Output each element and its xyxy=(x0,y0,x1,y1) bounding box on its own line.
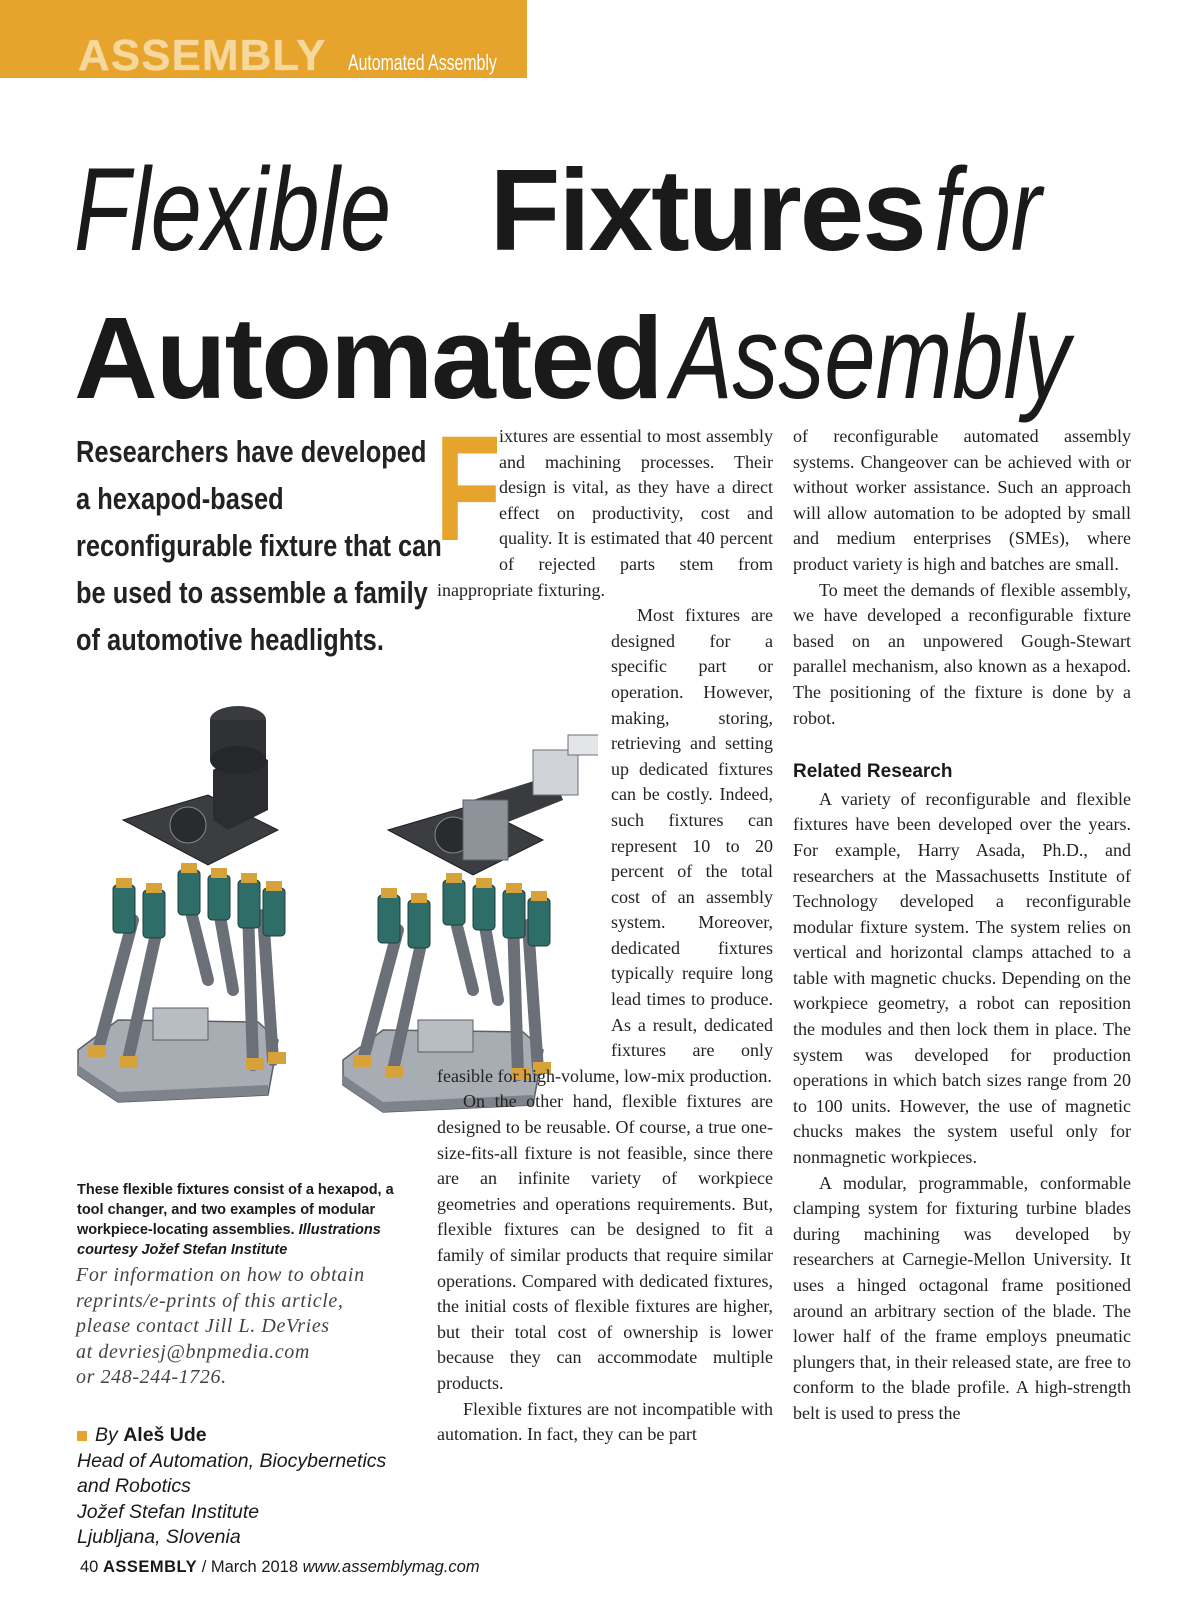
footer-url[interactable]: www.assemblymag.com xyxy=(302,1558,480,1576)
body-paragraph: Flexible fixtures are not incompatible with automation. In fact, they can be part xyxy=(437,1398,773,1445)
author-byline xyxy=(77,1423,437,1551)
square-bullet-icon xyxy=(77,1431,87,1441)
body-paragraph: Most fixtures are designed for a specific part or operation. However, making, storing, retrieving and setting up dedicated fixtures can be costly. Indeed, such fixtures can represent 10 to 20 percent of the total cost of an assembly system. Moreover, dedicated fixtures typically require long lead times to produce. As a result, dedicated fixtures are only feasible for high-volume, low-mix production. xyxy=(437,605,773,1086)
footer-issue: / March 2018 xyxy=(201,1558,299,1576)
body-paragraph: A modular, programmable, conformable clamping system for fixturing turbine blades during machining was developed by researchers at Carnegie-Mellon University. It uses a hinged octagonal frame positioned around an arbitrary section of the blade. The lower half of the frame employs pneumatic plungers that, in their released state, are free to conform to the blade profile. A high-strength belt is used to press the xyxy=(793,1172,1131,1423)
drop-cap: F xyxy=(435,404,501,572)
body-column-right xyxy=(793,424,1131,1427)
subsection-label: Automated Assembly xyxy=(348,50,497,75)
reprint-line: please contact Jill L. DeVries xyxy=(76,1315,330,1337)
section-banner xyxy=(0,0,527,78)
section-label: ASSEMBLY xyxy=(78,31,327,80)
footer-magazine: ASSEMBLY xyxy=(102,1558,198,1576)
reprint-line: at devriesj@bnpmedia.com xyxy=(76,1340,310,1363)
body-paragraph: ixtures are essential to most assembly and machining processes. Their design is vital, as they have a direct effect on productivity, cost and quality. It is estimated that 40 percent of rejected parts stem from inappropriate fixturing. xyxy=(437,426,773,600)
caption-text: These flexible fixtures consist of a hexapod, a tool changer, and two examples of modular workpiece-locating assemblies. xyxy=(77,1182,394,1238)
author-name: Aleš Ude xyxy=(123,1424,207,1446)
headline-word: for xyxy=(933,144,1042,276)
headline-word: Assembly xyxy=(670,292,1070,424)
reprint-line: or 248-244-1726. xyxy=(76,1366,227,1388)
author-title: Head of Automation, Biocybernetics xyxy=(77,1449,387,1472)
reprint-line: For information on how to obtain xyxy=(76,1264,365,1286)
headline-line-1 xyxy=(74,142,1071,278)
headline-word: Flexible xyxy=(74,144,392,276)
reprint-line: reprints/e-prints of this article, xyxy=(76,1289,344,1312)
body-paragraph: of reconfigurable automated assembly systems. Changeover can be achieved with or without worker assistance. Such an approach will allow automation to be adopted by small and medium enterprises (SMEs), where product variety is high and batches are small. xyxy=(793,426,1131,574)
headline-word: Fixtures xyxy=(489,145,925,275)
article-deck: Researchers have developed a hexapod-based reconfigurable fixture that can be used to assemble a family of automotive headlights. xyxy=(76,434,442,657)
by-label: By xyxy=(95,1424,118,1446)
caption-credit: Illustrations courtesy Jožef Stefan Institute xyxy=(77,1222,381,1258)
page-number: 40 xyxy=(80,1558,99,1576)
figure-wrap-space xyxy=(437,603,611,1058)
body-paragraph: To meet the demands of flexible assembly, we have developed a reconfigurable fixture based on an unpowered Gough-Stewart parallel mechanism, also known as a hexapod. The positioning of the fixture is done by a robot. xyxy=(793,579,1131,728)
figure-caption xyxy=(77,1180,417,1260)
reprint-note xyxy=(76,1263,416,1391)
page-footer xyxy=(80,1558,480,1577)
headline-line-2 xyxy=(74,290,1182,426)
body-paragraph: On the other hand, flexible fixtures are designed to be reusable. Of course, a true one-size-fits-all fixture is not feasible, since there are an infinite variety of workpiece geometries and operations requirements. But, flexible fixtures can be designed to fit a family of similar products that require similar operations. Compared with dedicated fixtures, the initial costs of flexible fixtures are higher, but their total cost of ownership is lower because they can accommodate multiple products. xyxy=(437,1091,773,1393)
body-paragraph: A variety of reconfigurable and flexible fixtures have been developed over the years. For example, Harry Asada, Ph.D., and researchers at the Massachusetts Institute of Technology developed a reconfigurable modular fixture system. The system relies on vertical and horizontal clamps attached to a table with magnetic chucks. Depending on the workpiece geometry, a robot can reposition the modules and then lock them in place. The system was developed for production operations in which batch sizes range from 20 to 100 units. However, the use of magnetic chucks makes the system useful only for nonmagnetic workpieces. xyxy=(793,788,1131,1168)
author-title: and Robotics xyxy=(77,1475,191,1497)
author-organization: Jožef Stefan Institute xyxy=(77,1500,260,1523)
headline-word: Automated xyxy=(74,293,662,423)
hexapod-left xyxy=(78,706,286,1102)
section-subhead: Related Research xyxy=(793,761,953,783)
author-location: Ljubljana, Slovenia xyxy=(77,1526,241,1548)
body-column-middle xyxy=(435,404,773,1448)
